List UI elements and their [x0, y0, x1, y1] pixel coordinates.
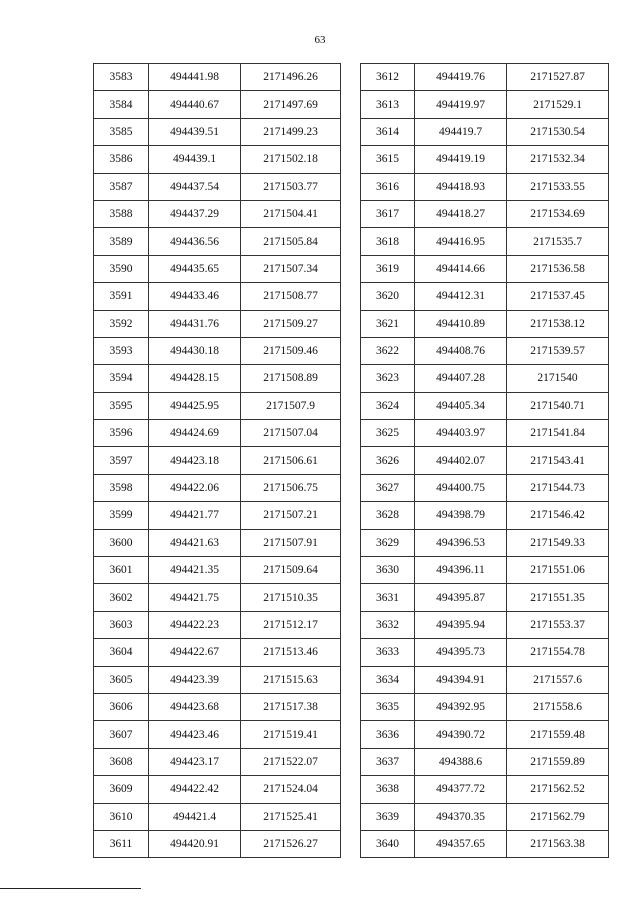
y-coordinate-cell: 2171507.04 [241, 420, 341, 447]
x-coordinate-cell: 494414.66 [415, 255, 507, 282]
table-row [361, 611, 609, 638]
table-row [94, 91, 341, 118]
x-coordinate-cell: 494392.95 [415, 693, 507, 720]
coordinates-table-left [93, 63, 341, 858]
x-coordinate-cell: 494421.63 [149, 529, 241, 556]
x-coordinate-cell: 494396.11 [415, 557, 507, 584]
point-number-cell: 3634 [361, 666, 415, 693]
x-coordinate-cell: 494437.54 [149, 173, 241, 200]
y-coordinate-cell: 2171551.06 [507, 557, 609, 584]
table-row [94, 337, 341, 364]
y-coordinate-cell: 2171508.77 [241, 283, 341, 310]
table-row [94, 776, 341, 803]
y-coordinate-cell: 2171538.12 [507, 310, 609, 337]
table-row [94, 200, 341, 227]
x-coordinate-cell: 494433.46 [149, 283, 241, 310]
page-number: 63 [314, 34, 326, 46]
table-row [361, 392, 609, 419]
y-coordinate-cell: 2171524.04 [241, 776, 341, 803]
point-number-cell: 3594 [94, 365, 149, 392]
x-coordinate-cell: 494440.67 [149, 91, 241, 118]
y-coordinate-cell: 2171509.46 [241, 337, 341, 364]
table-row [361, 748, 609, 775]
table-row [361, 693, 609, 720]
y-coordinate-cell: 2171506.75 [241, 474, 341, 501]
y-coordinate-cell: 2171559.89 [507, 748, 609, 775]
table-row [94, 64, 341, 91]
x-coordinate-cell: 494437.29 [149, 200, 241, 227]
table-row [361, 502, 609, 529]
x-coordinate-cell: 494395.87 [415, 584, 507, 611]
x-coordinate-cell: 494400.75 [415, 474, 507, 501]
table-row [94, 529, 341, 556]
y-coordinate-cell: 2171519.41 [241, 721, 341, 748]
x-coordinate-cell: 494423.46 [149, 721, 241, 748]
x-coordinate-cell: 494422.23 [149, 611, 241, 638]
y-coordinate-cell: 2171540.71 [507, 392, 609, 419]
point-number-cell: 3597 [94, 447, 149, 474]
x-coordinate-cell: 494422.67 [149, 639, 241, 666]
point-number-cell: 3606 [94, 693, 149, 720]
point-number-cell: 3629 [361, 529, 415, 556]
x-coordinate-cell: 494439.51 [149, 118, 241, 145]
x-coordinate-cell: 494422.42 [149, 776, 241, 803]
x-coordinate-cell: 494395.73 [415, 639, 507, 666]
y-coordinate-cell: 2171506.61 [241, 447, 341, 474]
y-coordinate-cell: 2171534.69 [507, 200, 609, 227]
y-coordinate-cell: 2171530.54 [507, 118, 609, 145]
y-coordinate-cell: 2171509.27 [241, 310, 341, 337]
point-number-cell: 3631 [361, 584, 415, 611]
y-coordinate-cell: 2171527.87 [507, 64, 609, 91]
point-number-cell: 3626 [361, 447, 415, 474]
table-row [361, 803, 609, 830]
point-number-cell: 3621 [361, 310, 415, 337]
y-coordinate-cell: 2171507.21 [241, 502, 341, 529]
y-coordinate-cell: 2171515.63 [241, 666, 341, 693]
point-number-cell: 3633 [361, 639, 415, 666]
table-row [361, 447, 609, 474]
point-number-cell: 3593 [94, 337, 149, 364]
y-coordinate-cell: 2171558.6 [507, 693, 609, 720]
x-coordinate-cell: 494441.98 [149, 64, 241, 91]
x-coordinate-cell: 494428.15 [149, 365, 241, 392]
point-number-cell: 3619 [361, 255, 415, 282]
x-coordinate-cell: 494410.89 [415, 310, 507, 337]
x-coordinate-cell: 494421.35 [149, 557, 241, 584]
point-number-cell: 3639 [361, 803, 415, 830]
point-number-cell: 3602 [94, 584, 149, 611]
table-row [94, 146, 341, 173]
table-row [94, 118, 341, 145]
x-coordinate-cell: 494421.75 [149, 584, 241, 611]
y-coordinate-cell: 2171559.48 [507, 721, 609, 748]
x-coordinate-cell: 494436.56 [149, 228, 241, 255]
point-number-cell: 3614 [361, 118, 415, 145]
table-row [361, 557, 609, 584]
x-coordinate-cell: 494390.72 [415, 721, 507, 748]
point-number-cell: 3622 [361, 337, 415, 364]
x-coordinate-cell: 494418.27 [415, 200, 507, 227]
point-number-cell: 3583 [94, 64, 149, 91]
point-number-cell: 3638 [361, 776, 415, 803]
point-number-cell: 3640 [361, 830, 415, 857]
y-coordinate-cell: 2171536.58 [507, 255, 609, 282]
point-number-cell: 3605 [94, 666, 149, 693]
x-coordinate-cell: 494431.76 [149, 310, 241, 337]
point-number-cell: 3600 [94, 529, 149, 556]
x-coordinate-cell: 494422.06 [149, 474, 241, 501]
table-row [361, 200, 609, 227]
x-coordinate-cell: 494430.18 [149, 337, 241, 364]
table-row [361, 91, 609, 118]
point-number-cell: 3618 [361, 228, 415, 255]
x-coordinate-cell: 494435.65 [149, 255, 241, 282]
y-coordinate-cell: 2171502.18 [241, 146, 341, 173]
point-number-cell: 3637 [361, 748, 415, 775]
y-coordinate-cell: 2171532.34 [507, 146, 609, 173]
y-coordinate-cell: 2171551.35 [507, 584, 609, 611]
point-number-cell: 3588 [94, 200, 149, 227]
y-coordinate-cell: 2171512.17 [241, 611, 341, 638]
table-row [361, 420, 609, 447]
y-coordinate-cell: 2171517.38 [241, 693, 341, 720]
table-row [94, 447, 341, 474]
table-row [94, 611, 341, 638]
point-number-cell: 3599 [94, 502, 149, 529]
x-coordinate-cell: 494424.69 [149, 420, 241, 447]
x-coordinate-cell: 494423.17 [149, 748, 241, 775]
x-coordinate-cell: 494394.91 [415, 666, 507, 693]
x-coordinate-cell: 494421.4 [149, 803, 241, 830]
table-row [94, 283, 341, 310]
point-number-cell: 3592 [94, 310, 149, 337]
y-coordinate-cell: 2171507.34 [241, 255, 341, 282]
table-row [361, 64, 609, 91]
x-coordinate-cell: 494419.97 [415, 91, 507, 118]
point-number-cell: 3584 [94, 91, 149, 118]
x-coordinate-cell: 494420.91 [149, 830, 241, 857]
y-coordinate-cell: 2171549.33 [507, 529, 609, 556]
table-row [361, 365, 609, 392]
point-number-cell: 3613 [361, 91, 415, 118]
point-number-cell: 3630 [361, 557, 415, 584]
y-coordinate-cell: 2171496.26 [241, 64, 341, 91]
table-row [94, 666, 341, 693]
y-coordinate-cell: 2171503.77 [241, 173, 341, 200]
point-number-cell: 3604 [94, 639, 149, 666]
x-coordinate-cell: 494421.77 [149, 502, 241, 529]
table-row [94, 502, 341, 529]
point-number-cell: 3627 [361, 474, 415, 501]
y-coordinate-cell: 2171505.84 [241, 228, 341, 255]
table-row [94, 830, 341, 857]
point-number-cell: 3636 [361, 721, 415, 748]
x-coordinate-cell: 494408.76 [415, 337, 507, 364]
y-coordinate-cell: 2171535.7 [507, 228, 609, 255]
x-coordinate-cell: 494388.6 [415, 748, 507, 775]
point-number-cell: 3610 [94, 803, 149, 830]
x-coordinate-cell: 494418.93 [415, 173, 507, 200]
x-coordinate-cell: 494423.18 [149, 447, 241, 474]
y-coordinate-cell: 2171497.69 [241, 91, 341, 118]
table-row [94, 420, 341, 447]
table-row [361, 584, 609, 611]
point-number-cell: 3590 [94, 255, 149, 282]
y-coordinate-cell: 2171562.52 [507, 776, 609, 803]
table-row [94, 228, 341, 255]
y-coordinate-cell: 2171544.73 [507, 474, 609, 501]
point-number-cell: 3585 [94, 118, 149, 145]
x-coordinate-cell: 494405.34 [415, 392, 507, 419]
table-row [361, 146, 609, 173]
table-row [361, 830, 609, 857]
table-row [361, 337, 609, 364]
point-number-cell: 3617 [361, 200, 415, 227]
table-row [361, 639, 609, 666]
table-row [361, 310, 609, 337]
x-coordinate-cell: 494439.1 [149, 146, 241, 173]
x-coordinate-cell: 494419.76 [415, 64, 507, 91]
x-coordinate-cell: 494403.97 [415, 420, 507, 447]
table-row [94, 474, 341, 501]
x-coordinate-cell: 494402.07 [415, 447, 507, 474]
y-coordinate-cell: 2171554.78 [507, 639, 609, 666]
table-row [94, 693, 341, 720]
point-number-cell: 3616 [361, 173, 415, 200]
x-coordinate-cell: 494398.79 [415, 502, 507, 529]
point-number-cell: 3596 [94, 420, 149, 447]
point-number-cell: 3632 [361, 611, 415, 638]
x-coordinate-cell: 494419.19 [415, 146, 507, 173]
x-coordinate-cell: 494407.28 [415, 365, 507, 392]
point-number-cell: 3595 [94, 392, 149, 419]
y-coordinate-cell: 2171540 [507, 365, 609, 392]
footnote-separator [0, 888, 141, 889]
x-coordinate-cell: 494377.72 [415, 776, 507, 803]
table-row [94, 748, 341, 775]
table-row [361, 666, 609, 693]
table-row [94, 721, 341, 748]
table-row [361, 255, 609, 282]
y-coordinate-cell: 2171543.41 [507, 447, 609, 474]
x-coordinate-cell: 494425.95 [149, 392, 241, 419]
table-row [94, 392, 341, 419]
table-row [94, 310, 341, 337]
point-number-cell: 3624 [361, 392, 415, 419]
y-coordinate-cell: 2171513.46 [241, 639, 341, 666]
y-coordinate-cell: 2171557.6 [507, 666, 609, 693]
table-row [94, 584, 341, 611]
table-row [94, 365, 341, 392]
table-row [361, 474, 609, 501]
point-number-cell: 3586 [94, 146, 149, 173]
point-number-cell: 3598 [94, 474, 149, 501]
y-coordinate-cell: 2171526.27 [241, 830, 341, 857]
x-coordinate-cell: 494419.7 [415, 118, 507, 145]
point-number-cell: 3625 [361, 420, 415, 447]
y-coordinate-cell: 2171522.07 [241, 748, 341, 775]
y-coordinate-cell: 2171509.64 [241, 557, 341, 584]
point-number-cell: 3591 [94, 283, 149, 310]
point-number-cell: 3607 [94, 721, 149, 748]
y-coordinate-cell: 2171546.42 [507, 502, 609, 529]
point-number-cell: 3587 [94, 173, 149, 200]
y-coordinate-cell: 2171507.9 [241, 392, 341, 419]
table-row [94, 255, 341, 282]
point-number-cell: 3628 [361, 502, 415, 529]
y-coordinate-cell: 2171537.45 [507, 283, 609, 310]
y-coordinate-cell: 2171525.41 [241, 803, 341, 830]
table-row [361, 173, 609, 200]
y-coordinate-cell: 2171508.89 [241, 365, 341, 392]
y-coordinate-cell: 2171539.57 [507, 337, 609, 364]
point-number-cell: 3612 [361, 64, 415, 91]
y-coordinate-cell: 2171563.38 [507, 830, 609, 857]
y-coordinate-cell: 2171510.35 [241, 584, 341, 611]
x-coordinate-cell: 494396.53 [415, 529, 507, 556]
point-number-cell: 3615 [361, 146, 415, 173]
point-number-cell: 3608 [94, 748, 149, 775]
y-coordinate-cell: 2171553.37 [507, 611, 609, 638]
table-row [94, 803, 341, 830]
y-coordinate-cell: 2171504.41 [241, 200, 341, 227]
x-coordinate-cell: 494370.35 [415, 803, 507, 830]
table-row [361, 721, 609, 748]
point-number-cell: 3601 [94, 557, 149, 584]
y-coordinate-cell: 2171533.55 [507, 173, 609, 200]
point-number-cell: 3603 [94, 611, 149, 638]
table-row [94, 173, 341, 200]
x-coordinate-cell: 494412.31 [415, 283, 507, 310]
x-coordinate-cell: 494423.68 [149, 693, 241, 720]
table-row [361, 776, 609, 803]
point-number-cell: 3589 [94, 228, 149, 255]
table-row [361, 529, 609, 556]
point-number-cell: 3623 [361, 365, 415, 392]
x-coordinate-cell: 494423.39 [149, 666, 241, 693]
table-row [361, 228, 609, 255]
x-coordinate-cell: 494357.65 [415, 830, 507, 857]
x-coordinate-cell: 494395.94 [415, 611, 507, 638]
table-row [361, 118, 609, 145]
y-coordinate-cell: 2171541.84 [507, 420, 609, 447]
point-number-cell: 3609 [94, 776, 149, 803]
table-row [361, 283, 609, 310]
point-number-cell: 3620 [361, 283, 415, 310]
coordinates-table-right [360, 63, 609, 858]
y-coordinate-cell: 2171529.1 [507, 91, 609, 118]
x-coordinate-cell: 494416.95 [415, 228, 507, 255]
table-row [94, 557, 341, 584]
y-coordinate-cell: 2171499.23 [241, 118, 341, 145]
point-number-cell: 3611 [94, 830, 149, 857]
y-coordinate-cell: 2171562.79 [507, 803, 609, 830]
y-coordinate-cell: 2171507.91 [241, 529, 341, 556]
table-row [94, 639, 341, 666]
point-number-cell: 3635 [361, 693, 415, 720]
